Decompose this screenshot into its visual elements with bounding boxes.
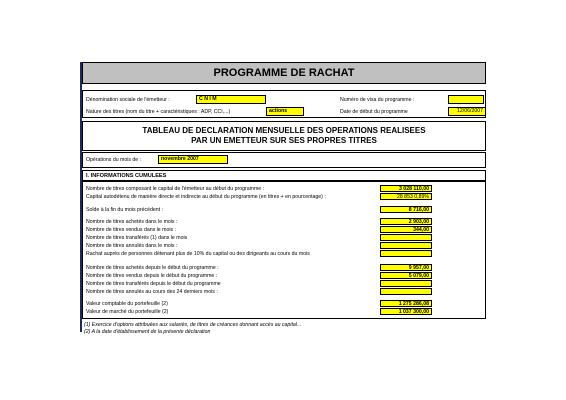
row-value[interactable]: 28 853 0,89%: [380, 193, 432, 200]
declaration-title-line2: PAR UN EMETTEUR SUR SES PROPRES TITRES: [191, 136, 377, 145]
row-value[interactable]: 3 028 110,00: [380, 185, 432, 192]
row-label: Nombre de titres achetés dans le mois :: [86, 219, 178, 225]
operations-month-field[interactable]: novembre 2007: [158, 155, 228, 164]
row-value[interactable]: [380, 242, 432, 249]
securities-label: Nature des titres (nom du titre + caractéristiques : ADP, CCI,...): [86, 109, 231, 115]
row-label: Nombre de titres achetés depuis le début du programme :: [86, 265, 219, 271]
visa-field[interactable]: [448, 95, 484, 104]
row-value[interactable]: 8 716,00: [380, 206, 432, 213]
start-date-label: Date de début du programme: [340, 109, 408, 115]
footnote: (2) A la date d'établissement de la présente déclaration: [84, 329, 211, 335]
row-label: Rachat auprès de personnes détenant plus de 10% du capital ou des dirigeants au cours du mois: [86, 251, 310, 257]
issuer-name-field[interactable]: C N I M: [196, 95, 266, 104]
securities-field[interactable]: actions: [266, 107, 304, 116]
issuer-name-label: Dénomination sociale de l'émetteur :: [86, 97, 170, 103]
row-label: Capital autodétenu de manière directe et indirecte au début du programme (en titres + en pourcentage) :: [86, 194, 326, 200]
row-label: Solde à la fin du mois précédent :: [86, 207, 163, 213]
operations-month-label: Opérations du mois de :: [86, 157, 142, 163]
row-label: Nombre de titres annulés au cours des 24 derniers mois :: [86, 289, 218, 295]
visa-label: Numéro de visa du programme :: [340, 97, 415, 103]
row-value[interactable]: 344,00: [380, 226, 432, 233]
row-value[interactable]: [380, 288, 432, 295]
row-value[interactable]: [380, 280, 432, 287]
row-label: Nombre de titres transférés depuis le début du programme: [86, 281, 221, 287]
section-title: I. INFORMATIONS CUMULEES: [86, 173, 167, 179]
row-value[interactable]: [380, 234, 432, 241]
row-label: Nombre de titres transférés (1) dans le mois: [86, 235, 188, 241]
footnote: (1) Exercice d'options attribuées aux salariés, de titres de créances donnant accès au capital...: [84, 322, 302, 328]
page-title: PROGRAMME DE RACHAT: [82, 62, 486, 84]
row-value[interactable]: 1 275 286,08: [380, 300, 432, 307]
row-value[interactable]: 5 079,00: [380, 272, 432, 279]
row-value[interactable]: 9 957,00: [380, 264, 432, 271]
row-value[interactable]: 1 037 300,00: [380, 308, 432, 315]
operations-month-box: [82, 152, 486, 168]
row-label: Nombre de titres vendus dans le mois :: [86, 227, 176, 233]
row-label: Nombre de titres composant le capital de l'émetteur au début du programme :: [86, 186, 265, 192]
row-label: Valeur de marché du portefeuille (2): [86, 309, 169, 315]
row-value[interactable]: 2 903,00: [380, 218, 432, 225]
row-label: Nombre de titres vendus depuis le début du programme :: [86, 273, 218, 279]
row-value[interactable]: [380, 250, 432, 257]
row-label: Valeur comptable du portefeuille (2): [86, 301, 168, 307]
row-label: Nombre de titres annulés dans le mois :: [86, 243, 178, 249]
start-date-field[interactable]: 12/06/2007: [448, 107, 486, 116]
section-header: [82, 170, 486, 181]
declaration-title-line1: TABLEAU DE DECLARATION MENSUELLE DES OPERATIONS REALISEES: [142, 126, 426, 135]
